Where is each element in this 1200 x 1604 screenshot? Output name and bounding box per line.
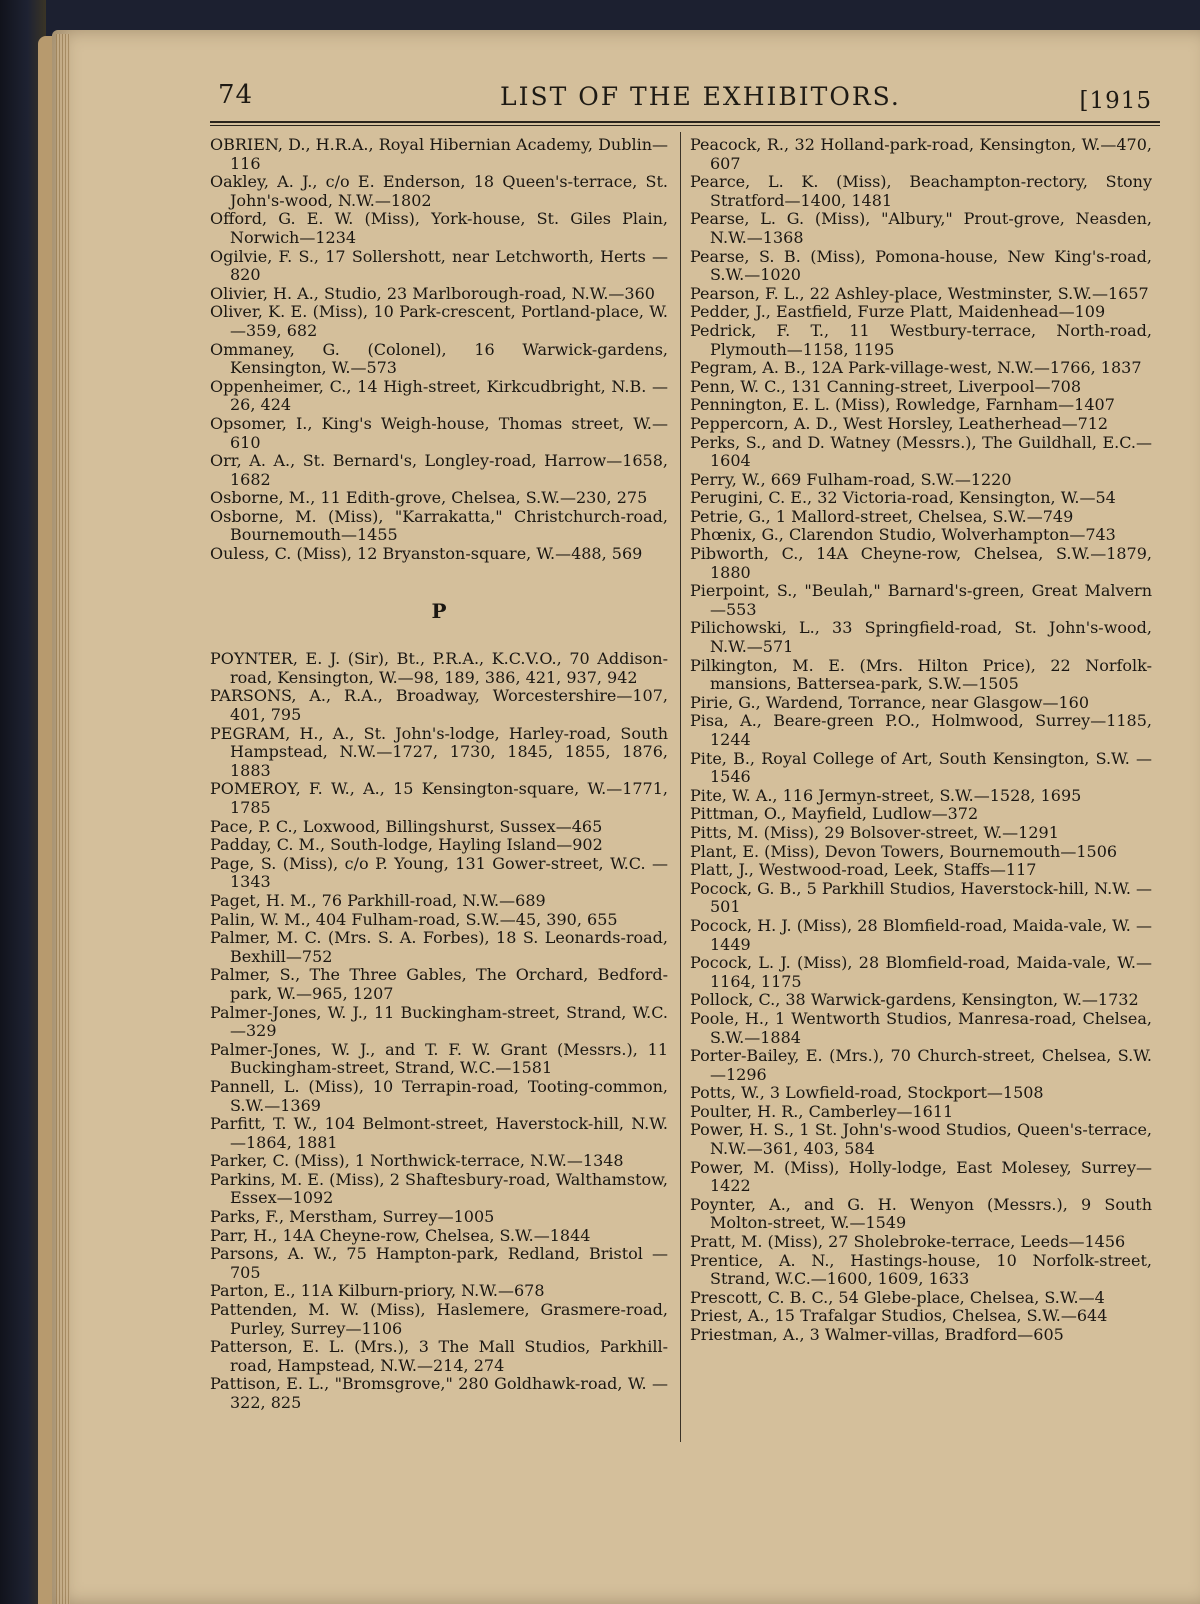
exhibitor-entry: Oakley, A. J., c/o E. Enderson, 18 Queen's-terrace, St. John's-wood, N.W.—1802 (210, 172, 668, 210)
exhibitor-entry: Pearson, F. L., 22 Ashley-place, Westminster, S.W.—1657 (690, 283, 1149, 303)
exhibitor-entry: Parkins, M. E. (Miss), 2 Shaftesbury-road, Walthamstow, Essex—1092 (210, 1169, 669, 1208)
exhibitor-entry: Priest, A., 15 Trafalgar Studios, Chelsea, S.W.—644 (690, 1306, 1108, 1326)
exhibitor-entry: Ommaney, G. (Colonel), 16 Warwick-gardens, Kensington, W.—573 (210, 339, 668, 378)
exhibitor-entry: Pocock, G. B., 5 Parkhill Studios, Haverstock-hill, N.W. —501 (690, 878, 1152, 917)
exhibitor-entry: Poynter, A., and G. H. Wenyon (Messrs.), 9 South Molton-street, W.—1549 (690, 1194, 1152, 1233)
o-entries-list (210, 136, 668, 564)
exhibitor-entry: Pierpoint, S., "Beulah," Barnard's-green, Great Malvern—553 (690, 581, 1152, 619)
exhibitor-entry: Platt, J., Westwood-road, Leek, Staffs—117 (690, 860, 1037, 880)
p-entries-list-continued (690, 136, 1152, 1345)
header-rule (210, 121, 1160, 123)
exhibitor-entry: Poulter, H. R., Camberley—1611 (690, 1101, 954, 1121)
exhibitor-entry: Ogilvie, F. S., 17 Sollershott, near Letchworth, Herts —820 (210, 246, 668, 285)
exhibitor-entry: Potts, W., 3 Lowfield-road, Stockport—1508 (690, 1083, 1044, 1103)
exhibitor-entry: Parks, F., Merstham, Surrey—1005 (210, 1207, 495, 1227)
exhibitor-entry: POMEROY, F. W., A., 15 Kensington-square, W.—1771, 1785 (210, 779, 668, 817)
exhibitor-entry: Pegram, A. B., 12A Park-village-west, N.W.—1766, 1837 (690, 358, 1142, 378)
exhibitor-entry: Palmer-Jones, W. J., 11 Buckingham-street, Strand, W.C.—329 (210, 1002, 668, 1041)
exhibitor-entry: Palin, W. M., 404 Fulham-road, S.W.—45, 390, 655 (210, 909, 618, 929)
exhibitor-entry: PEGRAM, H., A., St. John's-lodge, Harley-road, South Hampstead, N.W.—1727, 1730, 1845, 1855, 1876, 1883 (210, 723, 668, 780)
header-year: [1915 (1079, 88, 1152, 114)
exhibitor-entry: Pedder, J., Eastfield, Furze Platt, Maidenhead—109 (690, 302, 1106, 322)
exhibitor-entry: Parr, H., 14A Cheyne-row, Chelsea, S.W.—1844 (210, 1225, 591, 1245)
exhibitor-entry: Pearse, S. B. (Miss), Pomona-house, New King's-road, S.W.—1020 (690, 246, 1152, 285)
exhibitor-entry: Penn, W. C., 131 Canning-street, Liverpool—708 (690, 376, 1082, 396)
exhibitor-entry: Padday, C. M., South-lodge, Hayling Island—902 (210, 835, 603, 855)
exhibitor-entry: Poole, H., 1 Wentworth Studios, Manresa-road, Chelsea, S.W.—1884 (690, 1008, 1152, 1047)
exhibitor-entry: Palmer, S., The Three Gables, The Orchard, Bedford-park, W.—965, 1207 (210, 965, 668, 1003)
exhibitor-entry: Parker, C. (Miss), 1 Northwick-terrace, N.W.—1348 (210, 1151, 624, 1171)
exhibitor-entry: Peacock, R., 32 Holland-park-road, Kensington, W.—470, 607 (690, 135, 1152, 173)
running-title: LIST OF THE EXHIBITORS. (500, 82, 901, 111)
exhibitor-entry: Oppenheimer, C., 14 High-street, Kirkcudbright, N.B. —26, 424 (210, 376, 668, 415)
exhibitor-entry: Ouless, C. (Miss), 12 Bryanston-square, W.—488, 569 (210, 544, 643, 564)
exhibitor-entry: Pite, W. A., 116 Jermyn-street, S.W.—1528, 1695 (690, 785, 1082, 805)
left-column (210, 136, 668, 1413)
exhibitor-entry: Pattenden, M. W. (Miss), Haslemere, Grasmere-road, Purley, Surrey—1106 (210, 1300, 668, 1338)
exhibitor-entry: Orr, A. A., St. Bernard's, Longley-road, Harrow—1658, 1682 (210, 451, 668, 489)
exhibitor-entry: Patterson, E. L. (Mrs.), 3 The Mall Studios, Parkhill-road, Hampstead, N.W.—214, 274 (210, 1337, 668, 1375)
exhibitor-entry: Pedrick, F. T., 11 Westbury-terrace, North-road, Plymouth—1158, 1195 (690, 320, 1152, 359)
right-column (690, 136, 1152, 1345)
exhibitor-entry: Paget, H. M., 76 Parkhill-road, N.W.—689 (210, 890, 546, 910)
exhibitor-entry: Olivier, H. A., Studio, 23 Marlborough-road, N.W.—360 (210, 283, 655, 303)
exhibitor-entry: Pilichowski, L., 33 Springfield-road, St. John's-wood, N.W.—571 (690, 618, 1152, 657)
exhibitor-entry: Pocock, L. J. (Miss), 28 Blomfield-road, Maida-vale, W.—1164, 1175 (690, 953, 1152, 991)
exhibitor-entry: Perugini, C. E., 32 Victoria-road, Kensington, W.—54 (690, 488, 1116, 508)
column-divider (680, 132, 681, 1442)
exhibitor-entry: Pace, P. C., Loxwood, Billingshurst, Sussex—465 (210, 816, 603, 836)
exhibitor-entry: Pannell, L. (Miss), 10 Terrapin-road, Tooting-common, S.W.—1369 (210, 1076, 668, 1115)
exhibitor-entry: Parfitt, T. W., 104 Belmont-street, Haverstock-hill, N.W.—1864, 1881 (210, 1114, 668, 1152)
exhibitor-entry: Pibworth, C., 14A Cheyne-row, Chelsea, S.W.—1879, 1880 (690, 544, 1152, 582)
exhibitor-entry: Power, H. S., 1 St. John's-wood Studios, Queen's-terrace, N.W.—361, 403, 584 (690, 1120, 1152, 1159)
header-rule-thin (210, 125, 1160, 126)
exhibitor-entry: Page, S. (Miss), c/o P. Young, 131 Gower-street, W.C. —1343 (210, 853, 668, 892)
exhibitor-entry: Petrie, G., 1 Mallord-street, Chelsea, S.W.—749 (690, 506, 1074, 526)
exhibitor-entry: Palmer, M. C. (Mrs. S. A. Forbes), 18 S. Leonards-road, Bexhill—752 (210, 928, 668, 966)
exhibitor-entry: Peppercorn, A. D., West Horsley, Leatherhead—712 (690, 413, 1109, 433)
p-entries-list (210, 650, 668, 1412)
exhibitor-entry: Power, M. (Miss), Holly-lodge, East Molesey, Surrey—1422 (690, 1157, 1152, 1196)
exhibitor-entry: Opsomer, I., King's Weigh-house, Thomas street, W.—610 (210, 413, 668, 452)
exhibitor-entry: Osborne, M., 11 Edith-grove, Chelsea, S.W.—230, 275 (210, 488, 648, 508)
exhibitor-entry: Priestman, A., 3 Walmer-villas, Bradford—605 (690, 1325, 1064, 1344)
exhibitor-entry: Pite, B., Royal College of Art, South Kensington, S.W. —1546 (690, 748, 1152, 787)
exhibitor-entry: Perks, S., and D. Watney (Messrs.), The Guildhall, E.C.—1604 (690, 432, 1152, 471)
exhibitor-entry: Parton, E., 11A Kilburn-priory, N.W.—678 (210, 1281, 545, 1301)
exhibitor-entry: Pirie, G., Wardend, Torrance, near Glasgow—160 (690, 692, 1090, 712)
exhibitor-entry: Pilkington, M. E. (Mrs. Hilton Price), 22 Norfolk-mansions, Battersea-park, S.W.—1505 (690, 655, 1152, 694)
exhibitor-entry: Offord, G. E. W. (Miss), York-house, St. Giles Plain, Norwich—1234 (210, 209, 668, 247)
exhibitor-entry: Pocock, H. J. (Miss), 28 Blomfield-road, Maida-vale, W. —1449 (690, 915, 1152, 954)
exhibitor-entry: Pratt, M. (Miss), 27 Sholebroke-terrace, Leeds—1456 (690, 1232, 1126, 1252)
exhibitor-entry: Pittman, O., Mayfield, Ludlow—372 (690, 804, 979, 824)
exhibitor-entry: OBRIEN, D., H.R.A., Royal Hibernian Academy, Dublin—116 (210, 135, 668, 173)
exhibitor-entry: Prentice, A. N., Hastings-house, 10 Norfolk-street, Strand, W.C.—1600, 1609, 1633 (690, 1250, 1152, 1289)
page-number: 74 (218, 80, 254, 110)
page-header (210, 80, 1160, 124)
exhibitor-entry: Plant, E. (Miss), Devon Towers, Bournemouth—1506 (690, 841, 1118, 861)
exhibitor-entry: Porter-Bailey, E. (Mrs.), 70 Church-street, Chelsea, S.W.—1296 (690, 1046, 1152, 1084)
exhibitor-entry: Pattison, E. L., "Bromsgrove," 280 Goldhawk-road, W. —322, 825 (210, 1374, 668, 1412)
exhibitor-entry: Palmer-Jones, W. J., and T. F. W. Grant (Messrs.), 11 Buckingham-street, Strand, W.C.—1581 (210, 1039, 668, 1078)
exhibitor-entry: Phœnix, G., Clarendon Studio, Wolverhampton—743 (690, 525, 1116, 545)
exhibitor-entry: Parsons, A. W., 75 Hampton-park, Redland, Bristol —705 (210, 1244, 668, 1282)
exhibitor-entry: Osborne, M. (Miss), "Karrakatta," Christchurch-road, Bournemouth—1455 (210, 506, 668, 545)
exhibitor-entry: Pearse, L. G. (Miss), "Albury," Prout-grove, Neasden, N.W.—1368 (690, 209, 1152, 247)
exhibitor-entry: Prescott, C. B. C., 54 Glebe-place, Chelsea, S.W.—4 (690, 1287, 1105, 1307)
page-gutter (56, 34, 70, 1604)
exhibitor-entry: Oliver, K. E. (Miss), 10 Park-crescent, Portland-place, W.—359, 682 (210, 302, 668, 340)
exhibitor-entry: POYNTER, E. J. (Sir), Bt., P.R.A., K.C.V.O., 70 Addison-road, Kensington, W.—98, 189, 386, 421, 937, 942 (210, 649, 668, 687)
section-letter: P (431, 598, 447, 623)
exhibitor-entry: Pisa, A., Beare-green P.O., Holmwood, Surrey—1185, 1244 (690, 711, 1152, 749)
exhibitor-entry: Pollock, C., 38 Warwick-gardens, Kensington, W.—1732 (690, 990, 1139, 1010)
exhibitor-entry: Pearce, L. K. (Miss), Beachampton-rectory, Stony Stratford—1400, 1481 (690, 172, 1152, 210)
exhibitor-entry: Pennington, E. L. (Miss), Rowledge, Farnham—1407 (690, 395, 1115, 415)
exhibitor-entry: Perry, W., 669 Fulham-road, S.W.—1220 (690, 469, 1012, 489)
exhibitor-entry: PARSONS, A., R.A., Broadway, Worcestershire—107, 401, 795 (210, 686, 668, 725)
exhibitor-entry: Pitts, M. (Miss), 29 Bolsover-street, W.—1291 (690, 822, 1059, 842)
